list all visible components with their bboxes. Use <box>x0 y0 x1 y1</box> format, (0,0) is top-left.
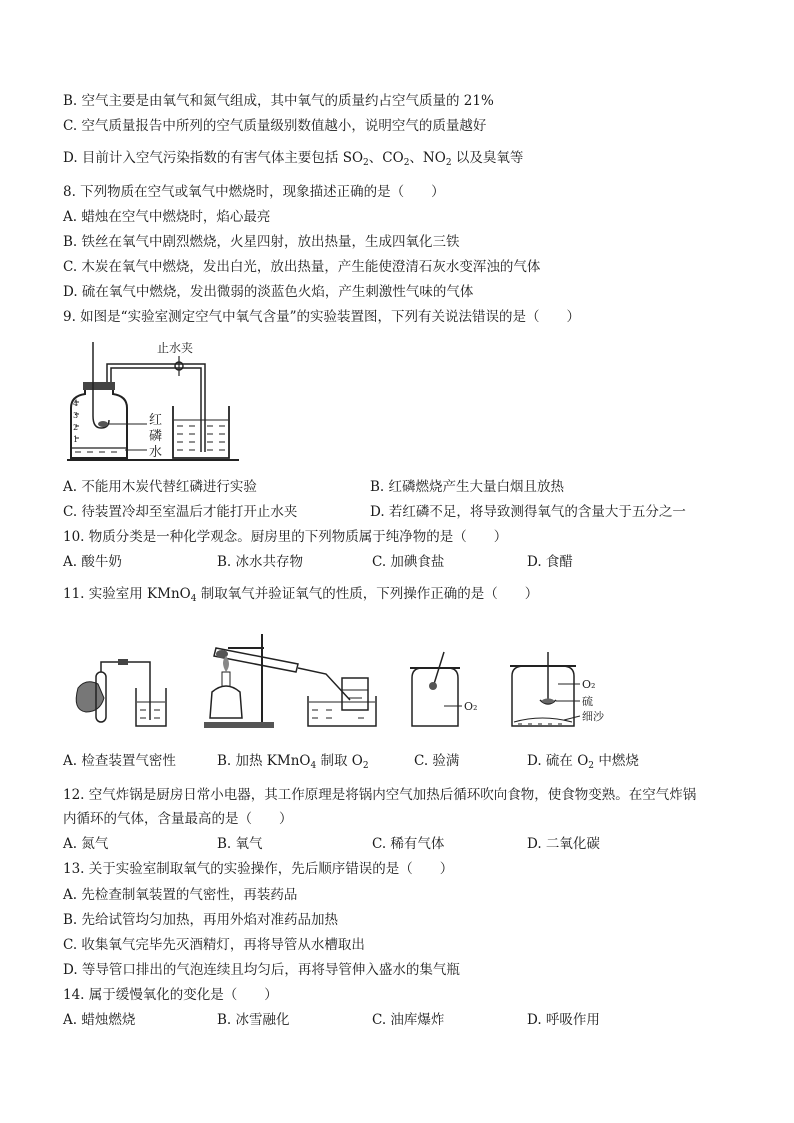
q14-option-b: B. 冰雪融化 <box>217 1012 290 1028</box>
q14-option-a: A. 蜡烛燃烧 <box>63 1012 136 1028</box>
q11-figure-b-heating-setup <box>198 628 388 732</box>
q14-option-c: C. 油库爆炸 <box>372 1012 445 1028</box>
scale-1: 1 <box>73 435 79 444</box>
label-clamp: 止水夹 <box>157 341 194 355</box>
q10-option-d: D. 食醋 <box>527 554 573 570</box>
scale-3: 3 <box>73 411 79 420</box>
q9-option-b: B. 红磷燃烧产生大量白烟且放热 <box>370 479 565 495</box>
scale-2: 2 <box>73 423 79 432</box>
q14-stem: 14. 属于缓慢氧化的变化是（ ） <box>63 987 278 1003</box>
q12-stem-line2: 内循环的气体，含量最高的是（ ） <box>63 811 293 827</box>
q13-option-b: B. 先给试管均匀加热，再用外焰对准药品加热 <box>63 912 339 928</box>
q9-option-d: D. 若红磷不足，将导致测得氧气的含量大于五分之一 <box>370 504 686 520</box>
q8-option-b: B. 铁丝在氧气中剧烈燃烧，火星四射，放出热量，生成四氧化三铁 <box>63 234 460 250</box>
q11-option-a: A. 检查装置气密性 <box>63 753 176 769</box>
q8-option-d: D. 硫在氧气中燃烧，发出微弱的淡蓝色火焰，产生刺激性气味的气体 <box>63 284 474 300</box>
label-sulfur: 硫 <box>582 695 593 708</box>
q11-stem: 11. 实验室用 KMnO$_4$ 制取氧气并验证氧气的性质，下列操作正确的是（ ） <box>63 586 539 604</box>
q13-option-a: A. 先检查制氧装置的气密性，再装药品 <box>63 887 298 903</box>
label-water: 水 <box>149 445 163 460</box>
q8-stem: 8. 下列物质在空气或氧气中燃烧时，现象描述正确的是（ ） <box>63 184 445 200</box>
label-o2-c: O₂ <box>464 700 478 713</box>
q13-option-c: C. 收集氧气完毕先灭酒精灯，再将导管从水槽取出 <box>63 937 365 953</box>
q10-option-c: C. 加碘食盐 <box>372 554 445 570</box>
q11-figure-c-check-full <box>404 648 490 730</box>
stopper <box>83 382 115 390</box>
q7-option-c: C. 空气质量报告中所列的空气质量级别数值越小，说明空气的质量越好 <box>63 118 487 134</box>
q10-stem: 10. 物质分类是一种化学观念。厨房里的下列物质属于纯净物的是（ ） <box>63 529 508 545</box>
q11-option-b: B. 加热 KMnO$_4$ 制取 $O_2$ <box>217 753 369 771</box>
q8-option-a: A. 蜡烛在空气中燃烧时，焰心最亮 <box>63 209 271 225</box>
q9-stem: 9. 如图是“实验室测定空气中氧气含量”的实验装置图，下列有关说法错误的是（ ） <box>63 309 580 325</box>
q12-option-d: D. 二氧化碳 <box>527 836 600 852</box>
q11-option-d: D. 硫在 $O_2$ 中燃烧 <box>527 753 639 771</box>
label-o2-d: O₂ <box>582 678 596 691</box>
q7-option-d: D. 目前计入空气污染指数的有害气体主要包括 $SO_2$、$CO_2$、$NO_2$ 以及臭氧等 <box>63 150 524 168</box>
q11-option-c: C. 验满 <box>414 753 460 769</box>
q12-option-c: C. 稀有气体 <box>372 836 445 852</box>
scale-4: 4 <box>73 399 79 408</box>
label-phosphorus: 磷 <box>149 429 163 444</box>
q9-option-a: A. 不能用木炭代替红磷进行实验 <box>63 479 257 495</box>
q12-option-a: A. 氮气 <box>63 836 109 852</box>
q13-option-d: D. 等导管口排出的气泡连续且均匀后，再将导管伸入盛水的集气瓶 <box>63 962 460 978</box>
label-red: 红 <box>149 413 163 428</box>
q9-option-c: C. 待装置冷却至室温后才能打开止水夹 <box>63 504 298 520</box>
q11-figure-d-sulfur-burning <box>504 650 624 730</box>
q13-stem: 13. 关于实验室制取氧气的实验操作，先后顺序错误的是（ ） <box>63 861 454 877</box>
q10-option-a: A. 酸牛奶 <box>63 554 122 570</box>
label-fine-sand: 细沙 <box>582 710 604 723</box>
q9-apparatus-figure <box>63 336 263 464</box>
q14-option-d: D. 呼吸作用 <box>527 1012 600 1028</box>
q11-figure-a-airtight-check <box>68 650 178 730</box>
q12-stem-line1: 12. 空气炸锅是厨房日常小电器，其工作原理是将锅内空气加热后循环吹向食物，使食物变熟。在空气炸锅 <box>63 787 697 803</box>
q7-option-b: B. 空气主要是由氧气和氮气组成，其中氧气的质量约占空气质量的 21% <box>63 93 494 109</box>
q12-option-b: B. 氧气 <box>217 836 263 852</box>
q8-option-c: C. 木炭在氧气中燃烧，发出白光，放出热量，产生能使澄清石灰水变浑浊的气体 <box>63 259 541 275</box>
q10-option-b: B. 冰水共存物 <box>217 554 304 570</box>
